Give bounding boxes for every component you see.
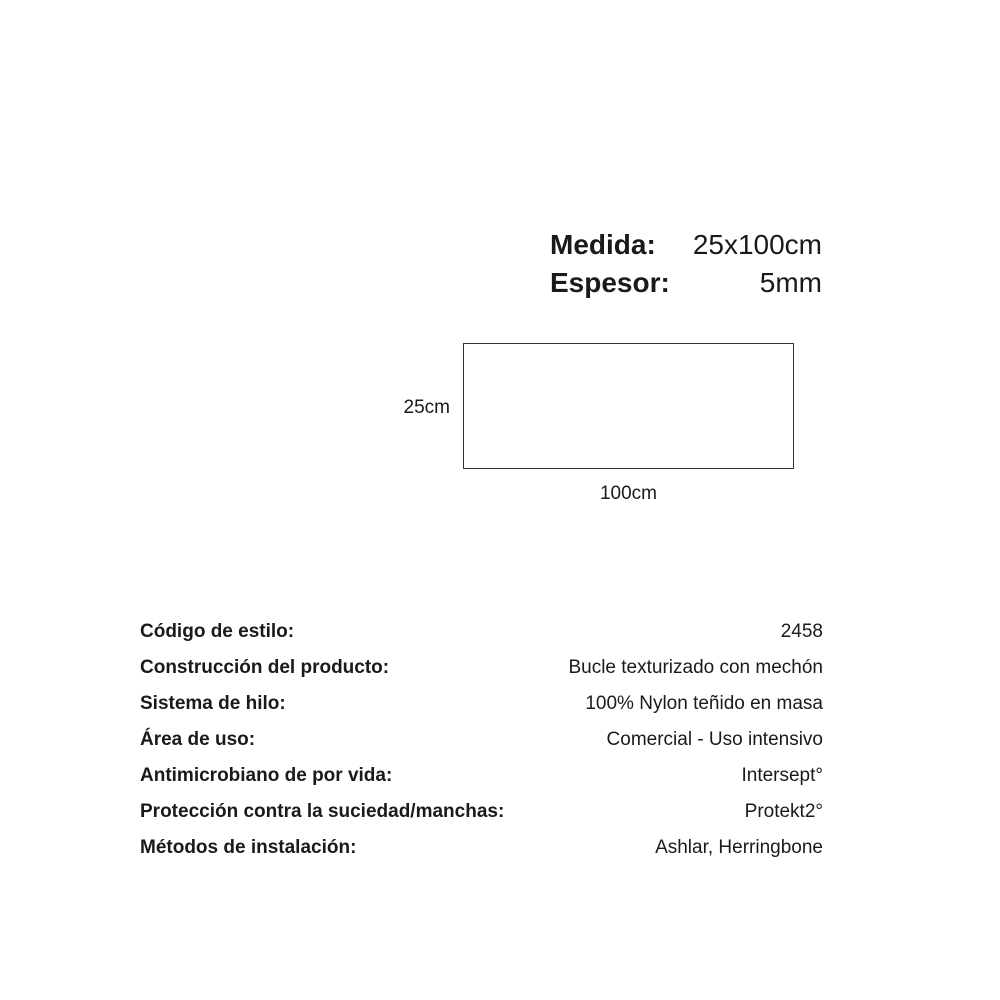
spec-row-medida	[550, 226, 822, 264]
spec-row-espesor	[550, 264, 822, 302]
property-row	[140, 722, 823, 758]
property-value: Intersept°	[741, 765, 823, 786]
property-label: Métodos de instalación:	[140, 837, 357, 858]
property-label: Antimicrobiano de por vida:	[140, 765, 393, 786]
dimension-width-label: 100cm	[599, 483, 658, 504]
spec-header	[550, 226, 822, 302]
medida-value: 25x100cm	[692, 229, 822, 260]
property-value: Comercial - Uso intensivo	[606, 729, 823, 750]
property-value: 2458	[780, 621, 823, 642]
espesor-value: 5mm	[759, 267, 822, 298]
property-row	[140, 614, 823, 650]
tile-dimension-rectangle	[463, 343, 794, 469]
property-row	[140, 758, 823, 794]
property-row	[140, 794, 823, 830]
medida-label: Medida:	[550, 229, 656, 260]
property-value: Protekt2°	[744, 801, 823, 822]
property-label: Protección contra la suciedad/manchas:	[140, 801, 505, 822]
properties-list	[140, 614, 823, 866]
property-row	[140, 830, 823, 866]
property-label: Construcción del producto:	[140, 657, 390, 678]
property-label: Área de uso:	[140, 729, 256, 750]
dimension-height-label: 25cm	[403, 397, 450, 418]
espesor-label: Espesor:	[550, 267, 670, 298]
property-row	[140, 686, 823, 722]
property-row	[140, 650, 823, 686]
property-value: Bucle texturizado con mechón	[568, 657, 823, 678]
property-label: Sistema de hilo:	[140, 693, 286, 714]
property-value: 100% Nylon teñido en masa	[585, 693, 823, 714]
property-value: Ashlar, Herringbone	[655, 837, 823, 858]
property-label: Código de estilo:	[140, 621, 295, 642]
